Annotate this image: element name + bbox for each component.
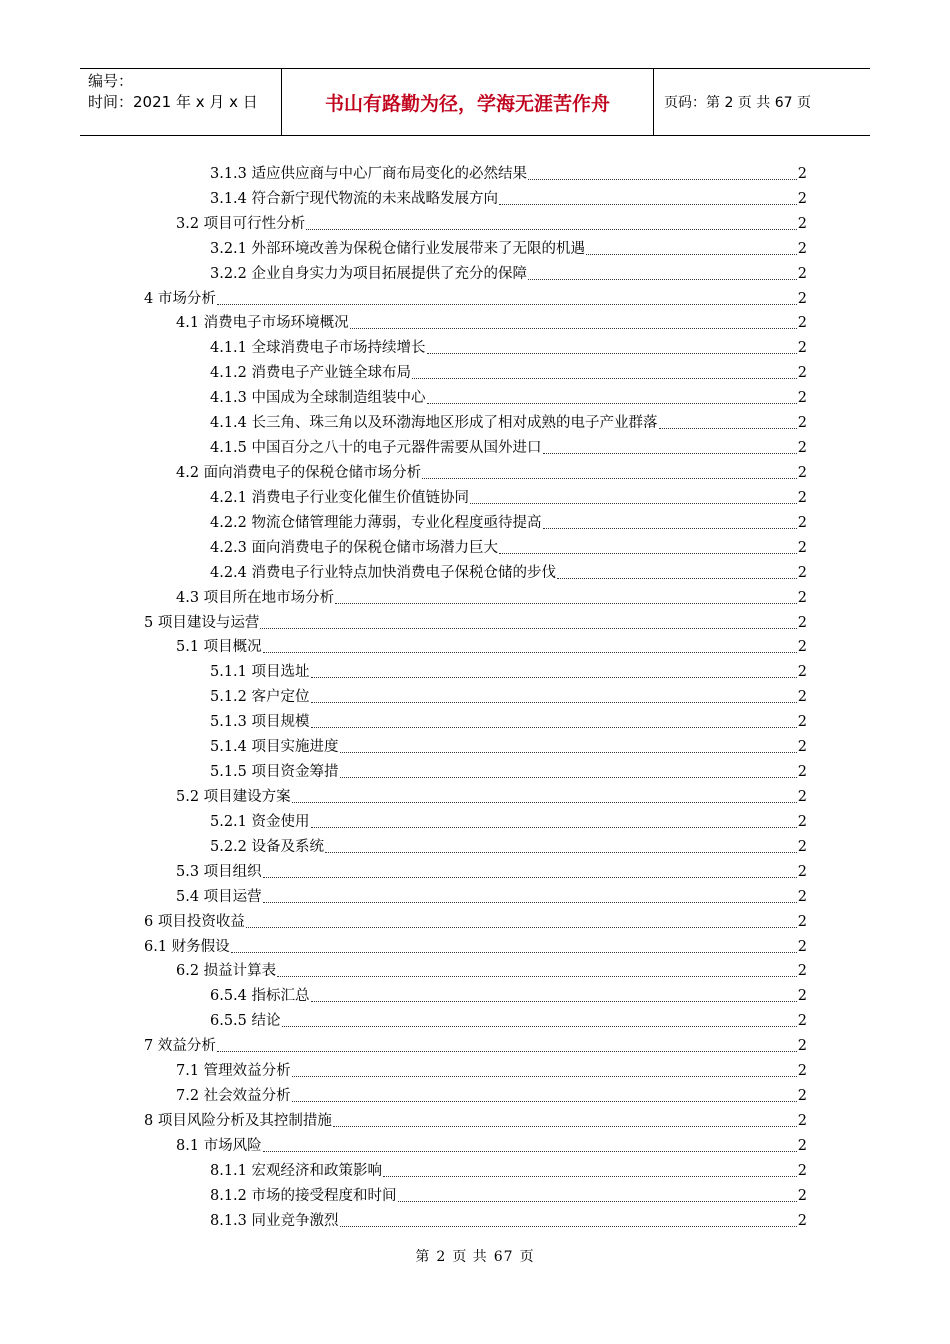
toc-dot-leader — [543, 527, 797, 529]
toc-entry-page: 2 — [797, 415, 807, 432]
toc-dot-leader — [427, 352, 797, 354]
toc-entry-page: 2 — [797, 664, 807, 681]
toc-entry-page: 2 — [797, 1112, 807, 1129]
toc-dot-leader — [282, 1025, 797, 1027]
toc-entry-page: 2 — [797, 1187, 807, 1204]
toc-dot-leader — [246, 926, 797, 928]
toc-dot-leader — [311, 676, 797, 678]
toc-dot-leader — [398, 1200, 797, 1202]
toc-dot-leader — [292, 801, 797, 803]
toc-dot-leader — [306, 228, 797, 230]
toc-entry[interactable] — [0, 656, 807, 681]
toc-entry[interactable] — [0, 931, 807, 956]
toc-dot-leader — [217, 303, 797, 305]
toc-dot-leader — [217, 1050, 797, 1052]
toc-entry-title: 5.1.2 客户定位 — [210, 689, 310, 706]
table-of-contents — [0, 158, 950, 1230]
footer-prefix: 第 — [415, 1249, 431, 1265]
toc-dot-leader — [311, 726, 797, 728]
toc-entry[interactable] — [0, 183, 807, 208]
header-motto-cell — [282, 69, 654, 135]
toc-entry-page: 2 — [797, 265, 807, 282]
toc-entry-page: 2 — [797, 539, 807, 556]
toc-dot-leader — [422, 477, 797, 479]
toc-dot-leader — [311, 701, 797, 703]
toc-entry[interactable] — [0, 632, 807, 657]
toc-entry-title: 3.2.2 企业自身实力为项目拓展提供了充分的保障 — [210, 265, 528, 282]
toc-entry[interactable] — [0, 980, 807, 1005]
toc-dot-leader — [335, 602, 797, 604]
toc-entry-page: 2 — [797, 564, 807, 581]
toc-entry-title: 5.1.3 项目规模 — [210, 714, 310, 731]
toc-entry-page: 2 — [797, 888, 807, 905]
toc-entry-title: 6.1 财务假设 — [144, 938, 230, 955]
toc-entry-page: 2 — [797, 739, 807, 756]
toc-dot-leader — [499, 203, 797, 205]
toc-entry[interactable] — [0, 831, 807, 856]
toc-entry[interactable] — [0, 308, 807, 333]
toc-entry-title: 4.2 面向消费电子的保税仓储市场分析 — [176, 464, 422, 481]
toc-entry-page: 2 — [797, 1162, 807, 1179]
toc-entry-title: 3.1.3 适应供应商与中心厂商布局变化的必然结果 — [210, 165, 528, 182]
toc-entry[interactable] — [0, 482, 807, 507]
toc-entry[interactable] — [0, 731, 807, 756]
toc-entry-title: 3.1.4 符合新宁现代物流的未来战略发展方向 — [210, 190, 499, 207]
toc-entry-title: 5.2 项目建设方案 — [176, 788, 291, 805]
toc-entry-page: 2 — [797, 938, 807, 955]
toc-entry-page: 2 — [797, 489, 807, 506]
toc-entry[interactable] — [0, 1080, 807, 1105]
toc-entry[interactable] — [0, 1130, 807, 1155]
toc-entry-title: 3.2 项目可行性分析 — [176, 215, 306, 232]
toc-entry-title: 3.2.1 外部环境改善为保税仓储行业发展带来了无限的机遇 — [210, 240, 586, 257]
toc-entry-title: 6 项目投资收益 — [144, 913, 245, 930]
toc-dot-leader — [263, 876, 797, 878]
toc-entry-title: 4.1.5 中国百分之八十的电子元器件需要从国外进口 — [210, 440, 542, 457]
toc-dot-leader — [263, 1150, 797, 1152]
toc-entry[interactable] — [0, 407, 807, 432]
toc-entry-page: 2 — [797, 764, 807, 781]
toc-entry-page: 2 — [797, 788, 807, 805]
toc-dot-leader — [499, 552, 797, 554]
toc-entry-title: 4.1.1 全球消费电子市场持续增长 — [210, 340, 426, 357]
document-number-label: 编号： — [88, 72, 134, 90]
toc-entry[interactable] — [0, 1155, 807, 1180]
toc-entry-title: 5.2.2 设备及系统 — [210, 838, 325, 855]
toc-entry-page: 2 — [797, 290, 807, 307]
toc-entry-page: 2 — [797, 165, 807, 182]
toc-entry[interactable] — [0, 507, 807, 532]
toc-entry-page: 2 — [797, 813, 807, 830]
toc-entry-page: 2 — [797, 614, 807, 631]
toc-entry-page: 2 — [797, 589, 807, 606]
toc-dot-leader — [412, 377, 797, 379]
toc-entry-title: 4.1 消费电子市场环境概况 — [176, 315, 349, 332]
toc-entry-title: 5.1.4 项目实施进度 — [210, 739, 339, 756]
toc-entry-page: 2 — [797, 838, 807, 855]
toc-dot-leader — [231, 951, 797, 953]
toc-dot-leader — [350, 327, 797, 329]
toc-entry[interactable] — [0, 1180, 807, 1205]
toc-entry-title: 4.2.1 消费电子行业变化催生价值链协同 — [210, 489, 470, 506]
document-date: 时间：2021 年 x 月 x 日 — [88, 93, 258, 111]
toc-dot-leader — [277, 975, 797, 977]
toc-entry[interactable] — [0, 1055, 807, 1080]
toc-entry[interactable] — [0, 956, 807, 981]
toc-entry[interactable] — [0, 1005, 807, 1030]
page-footer — [0, 1246, 950, 1266]
toc-entry-title: 6.2 损益计算表 — [176, 963, 277, 980]
toc-entry-title: 4.1.2 消费电子产业链全球布局 — [210, 365, 412, 382]
toc-entry-title: 8 项目风险分析及其控制措施 — [144, 1112, 332, 1129]
toc-entry-page: 2 — [797, 1137, 807, 1154]
toc-entry[interactable] — [0, 532, 807, 557]
toc-entry[interactable] — [0, 233, 807, 258]
toc-entry[interactable] — [0, 457, 807, 482]
toc-entry-page: 2 — [797, 390, 807, 407]
toc-entry[interactable] — [0, 806, 807, 831]
header-page-number: 页码：第 2 页 共 67 页 — [664, 95, 811, 111]
toc-dot-leader — [292, 1100, 797, 1102]
toc-entry[interactable] — [0, 1030, 807, 1055]
toc-entry-page: 2 — [797, 1212, 807, 1229]
footer-total-pages: 67 — [493, 1249, 514, 1265]
toc-entry-page: 2 — [797, 714, 807, 731]
toc-entry-title: 8.1.2 市场的接受程度和时间 — [210, 1187, 397, 1204]
toc-entry[interactable] — [0, 332, 807, 357]
toc-entry[interactable] — [0, 382, 807, 407]
toc-entry-page: 2 — [797, 1038, 807, 1055]
toc-entry-title: 5.4 项目运营 — [176, 888, 262, 905]
toc-entry-page: 2 — [797, 215, 807, 232]
toc-entry-page: 2 — [797, 440, 807, 457]
toc-entry-title: 7 效益分析 — [144, 1038, 216, 1055]
toc-dot-leader — [311, 826, 797, 828]
toc-entry-page: 2 — [797, 639, 807, 656]
toc-entry[interactable] — [0, 856, 807, 881]
footer-page-number: 2 — [436, 1249, 447, 1265]
toc-dot-leader — [659, 427, 797, 429]
toc-entry-page: 2 — [797, 1013, 807, 1030]
toc-dot-leader — [263, 901, 797, 903]
toc-dot-leader — [557, 577, 797, 579]
toc-entry[interactable] — [0, 557, 807, 582]
toc-entry-title: 8.1 市场风险 — [176, 1137, 262, 1154]
toc-entry-title: 6.5.4 指标汇总 — [210, 988, 310, 1005]
toc-entry-page: 2 — [797, 1088, 807, 1105]
toc-entry-page: 2 — [797, 240, 807, 257]
toc-dot-leader — [325, 851, 797, 853]
header-page-cell — [654, 69, 870, 135]
page-header — [80, 68, 870, 136]
toc-entry-title: 5 项目建设与运营 — [144, 614, 260, 631]
toc-entry-title: 4.2.3 面向消费电子的保税仓储市场潜力巨大 — [210, 539, 499, 556]
toc-dot-leader — [260, 627, 796, 629]
toc-entry-title: 4.2.2 物流仓储管理能力薄弱，专业化程度亟待提高 — [210, 514, 542, 531]
toc-entry[interactable] — [0, 681, 807, 706]
toc-entry-title: 5.2.1 资金使用 — [210, 813, 310, 830]
toc-entry[interactable] — [0, 582, 807, 607]
toc-entry-title: 7.2 社会效益分析 — [176, 1088, 291, 1105]
toc-dot-leader — [292, 1075, 797, 1077]
toc-entry[interactable] — [0, 283, 807, 308]
toc-entry-page: 2 — [797, 988, 807, 1005]
toc-dot-leader — [383, 1175, 797, 1177]
toc-entry[interactable] — [0, 432, 807, 457]
toc-entry-title: 4.1.3 中国成为全球制造组装中心 — [210, 390, 426, 407]
toc-dot-leader — [340, 1225, 797, 1227]
toc-entry[interactable] — [0, 1105, 807, 1130]
toc-dot-leader — [263, 651, 797, 653]
toc-entry-title: 8.1.3 同业竞争激烈 — [210, 1212, 339, 1229]
toc-entry-page: 2 — [797, 963, 807, 980]
toc-entry-page: 2 — [797, 689, 807, 706]
toc-entry[interactable] — [0, 906, 807, 931]
toc-entry[interactable] — [0, 706, 807, 731]
toc-dot-leader — [340, 776, 797, 778]
header-motto: 书山有路勤为径，学海无涯苦作舟 — [324, 92, 610, 115]
header-info-cell — [80, 69, 282, 135]
toc-dot-leader — [333, 1125, 797, 1127]
toc-dot-leader — [311, 1000, 797, 1002]
toc-entry-page: 2 — [797, 315, 807, 332]
toc-entry-title: 5.1 项目概况 — [176, 639, 262, 656]
toc-entry-page: 2 — [797, 365, 807, 382]
toc-entry-page: 2 — [797, 863, 807, 880]
toc-entry[interactable] — [0, 258, 807, 283]
toc-entry[interactable] — [0, 607, 807, 632]
toc-entry-title: 4.3 项目所在地市场分析 — [176, 589, 335, 606]
toc-entry-title: 4 市场分析 — [144, 290, 216, 307]
toc-dot-leader — [586, 253, 797, 255]
toc-entry-page: 2 — [797, 514, 807, 531]
toc-entry[interactable] — [0, 781, 807, 806]
toc-entry-title: 5.3 项目组织 — [176, 863, 262, 880]
toc-dot-leader — [470, 502, 797, 504]
toc-entry-page: 2 — [797, 913, 807, 930]
toc-entry-title: 5.1.1 项目选址 — [210, 664, 310, 681]
toc-entry-page: 2 — [797, 464, 807, 481]
toc-entry[interactable] — [0, 881, 807, 906]
toc-dot-leader — [427, 402, 797, 404]
toc-entry-title: 4.2.4 消费电子行业特点加快消费电子保税仓储的步伐 — [210, 564, 557, 581]
toc-entry[interactable] — [0, 756, 807, 781]
toc-entry-page: 2 — [797, 190, 807, 207]
toc-dot-leader — [543, 452, 797, 454]
toc-entry[interactable] — [0, 208, 807, 233]
toc-dot-leader — [528, 178, 797, 180]
toc-entry-title: 8.1.1 宏观经济和政策影响 — [210, 1162, 383, 1179]
toc-entry-page: 2 — [797, 1063, 807, 1080]
toc-entry-title: 5.1.5 项目资金筹措 — [210, 764, 339, 781]
toc-entry-title: 4.1.4 长三角、珠三角以及环渤海地区形成了相对成熟的电子产业群落 — [210, 415, 658, 432]
toc-dot-leader — [528, 278, 797, 280]
toc-entry[interactable] — [0, 158, 807, 183]
toc-entry-title: 6.5.5 结论 — [210, 1013, 281, 1030]
toc-entry-title: 7.1 管理效益分析 — [176, 1063, 291, 1080]
toc-dot-leader — [340, 751, 797, 753]
toc-entry[interactable] — [0, 357, 807, 382]
toc-entry-page: 2 — [797, 340, 807, 357]
toc-entry[interactable] — [0, 1205, 807, 1230]
footer-mid: 页 共 — [452, 1249, 488, 1265]
footer-suffix: 页 — [519, 1249, 535, 1265]
